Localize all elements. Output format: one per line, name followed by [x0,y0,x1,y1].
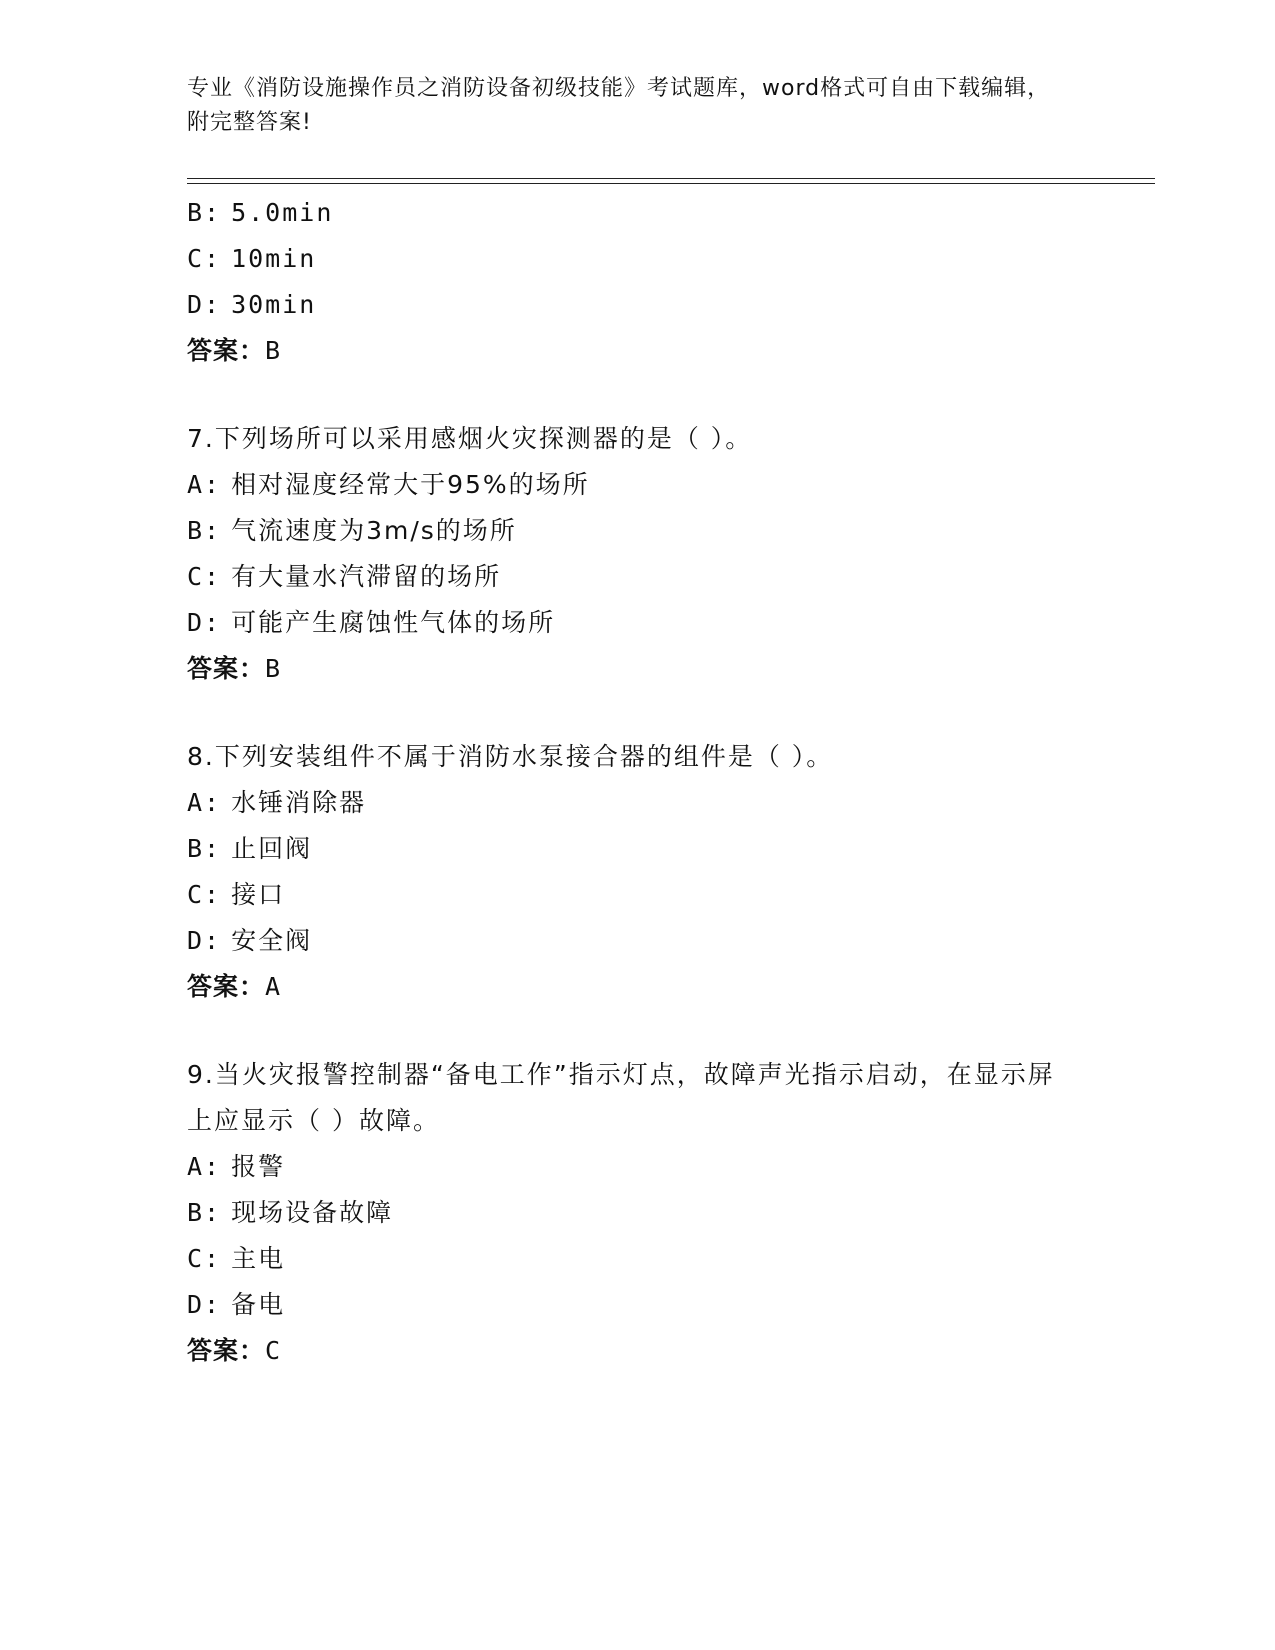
spacer [187,1010,1087,1052]
option-a [187,462,1087,508]
option-text: 有大量水汽滞留的场所 [231,562,502,591]
option-d [187,600,1087,646]
option-letter: A: [187,788,222,817]
answer-label: 答案： [187,972,266,1001]
question-6-continued [187,190,1087,374]
question-text: 9.当火灾报警控制器“备电工作”指示灯点，故障声光指示启动，在显示屏上应显示（ ）故障。 [187,1060,1055,1135]
option-d [187,918,1087,964]
question-text: 8.下列安装组件不属于消防水泵接合器的组件是（ ）。 [187,742,834,771]
option-c [187,554,1087,600]
option-text: 气流速度为3m/s的场所 [231,516,517,545]
answer-line [187,1328,1087,1374]
option-text: 10min [231,244,317,273]
option-c [187,1236,1087,1282]
answer-value: B [265,654,282,683]
question-text: 7.下列场所可以采用感烟火灾探测器的是（ ）。 [187,424,753,453]
option-letter: A: [187,1152,222,1181]
answer-line [187,964,1087,1010]
answer-line [187,646,1087,692]
header-divider-bottom [187,183,1155,184]
option-c [187,236,1087,282]
answer-value: A [265,972,282,1001]
question-list [187,190,1087,1374]
spacer [187,374,1087,416]
option-text: 止回阀 [231,834,313,863]
option-text: 水锤消除器 [231,788,367,817]
option-letter: B: [187,198,222,227]
spacer [187,692,1087,734]
option-letter: C: [187,880,222,909]
answer-label: 答案： [187,654,266,683]
option-letter: D: [187,290,222,319]
answer-value: C [265,1336,282,1365]
option-d [187,1282,1087,1328]
option-d [187,282,1087,328]
question-7 [187,416,1087,692]
option-text: 接口 [231,880,286,909]
option-letter: B: [187,834,222,863]
answer-value: B [265,336,282,365]
answer-line [187,328,1087,374]
option-text: 相对湿度经常大于95%的场所 [231,470,590,499]
option-letter: D: [187,926,222,955]
question-9 [187,1052,1087,1374]
option-letter: B: [187,1198,222,1227]
document-header: 专业《消防设施操作员之消防设备初级技能》考试题库，word格式可自由下载编辑，附完整答案! [187,76,1051,135]
option-text: 30min [231,290,317,319]
option-a [187,1144,1087,1190]
option-b [187,826,1087,872]
option-letter: D: [187,608,222,637]
option-letter: B: [187,516,222,545]
option-letter: A: [187,470,222,499]
option-letter: C: [187,562,222,591]
answer-label: 答案： [187,336,266,365]
option-text: 5.0min [231,198,334,227]
header-divider-top [187,178,1155,179]
question-8 [187,734,1087,1010]
option-c [187,872,1087,918]
answer-label: 答案： [187,1336,266,1365]
option-b [187,1190,1087,1236]
option-text: 主电 [231,1244,286,1273]
option-text: 可能产生腐蚀性气体的场所 [231,608,556,637]
option-letter: D: [187,1290,222,1319]
option-text: 现场设备故障 [231,1198,394,1227]
option-b [187,508,1087,554]
option-a [187,780,1087,826]
option-text: 安全阀 [231,926,313,955]
option-text: 备电 [231,1290,286,1319]
option-letter: C: [187,1244,222,1273]
option-b [187,190,1087,236]
option-letter: C: [187,244,222,273]
option-text: 报警 [231,1152,286,1181]
